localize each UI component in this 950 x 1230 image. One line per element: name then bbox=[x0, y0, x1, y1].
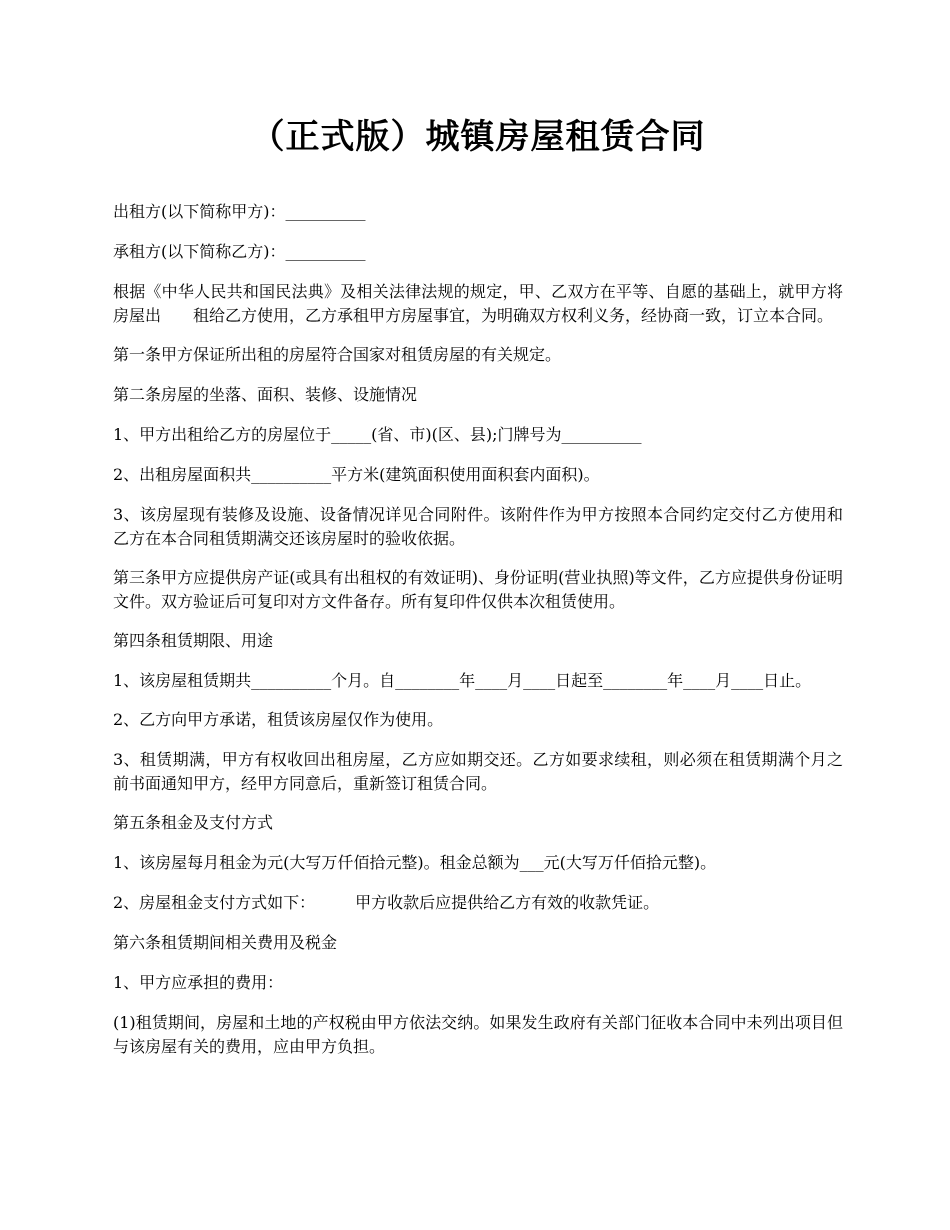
article-2-heading: 第二条房屋的坐落、面积、装修、设施情况 bbox=[113, 385, 418, 404]
article-3: 第三条甲方应提供房产证(或具有出租权的有效证明)、身份证明(营业执照)等文件，乙方应提供身份证明文件。双方验证后可复印对方文件备存。所有复印件仅供本次租赁使用。 bbox=[113, 568, 843, 611]
article-6-item-1-sub-1: (1)租赁期间，房屋和土地的产权税由甲方依法交纳。如果发生政府有关部门征收本合同中未列出项目但与该房屋有关的费用，应由甲方负担。 bbox=[113, 1013, 843, 1056]
article-2-item-1: 1、甲方出租给乙方的房屋位于_____(省、市)(区、县);门牌号为__________ bbox=[113, 425, 642, 444]
article-1: 第一条甲方保证所出租的房屋符合国家对租赁房屋的有关规定。 bbox=[113, 345, 562, 364]
article-5-item-1: 1、该房屋每月租金为元(大写万仟佰拾元整)。租金总额为___元(大写万仟佰拾元整)。 bbox=[113, 853, 717, 872]
article-6-item-1: 1、甲方应承担的费用： bbox=[113, 973, 284, 992]
lessor-line: 出租方(以下简称甲方)：__________ bbox=[113, 202, 366, 221]
preamble-paragraph: 根据《中华人民共和国民法典》及相关法律法规的规定，甲、乙双方在平等、自愿的基础上，就甲方将房屋出 租给乙方使用，乙方承租甲方房屋事宜，为明确双方权利义务，经协商一致，订立本合同。 bbox=[113, 282, 843, 325]
article-2-item-2: 2、出租房屋面积共__________平方米(建筑面积使用面积套内面积)。 bbox=[113, 465, 600, 484]
article-4-heading: 第四条租赁期限、用途 bbox=[113, 631, 274, 650]
article-4-item-1: 1、该房屋租赁期共__________个月。自________年____月____日起至________年____月____日止。 bbox=[113, 671, 812, 690]
article-4-item-3: 3、租赁期满，甲方有权收回出租房屋，乙方应如期交还。乙方如要求续租，则必须在租赁期满个月之前书面通知甲方，经甲方同意后，重新签订租赁合同。 bbox=[113, 750, 843, 793]
article-2-item-3: 3、该房屋现有装修及设施、设备情况详见合同附件。该附件作为甲方按照本合同约定交付乙方使用和乙方在本合同租赁期满交还该房屋时的验收依据。 bbox=[113, 505, 843, 548]
article-5-heading: 第五条租金及支付方式 bbox=[113, 813, 274, 832]
article-6-heading: 第六条租赁期间相关费用及税金 bbox=[113, 933, 338, 952]
article-4-item-2: 2、乙方向甲方承诺，租赁该房屋仅作为使用。 bbox=[113, 710, 444, 729]
document-title: （正式版）城镇房屋租赁合同 bbox=[250, 117, 706, 157]
contract-page bbox=[113, 108, 843, 1074]
article-5-item-2: 2、房屋租金支付方式如下： 甲方收款后应提供给乙方有效的收款凭证。 bbox=[113, 893, 660, 912]
lessee-line: 承租方(以下简称乙方)：__________ bbox=[113, 242, 366, 261]
